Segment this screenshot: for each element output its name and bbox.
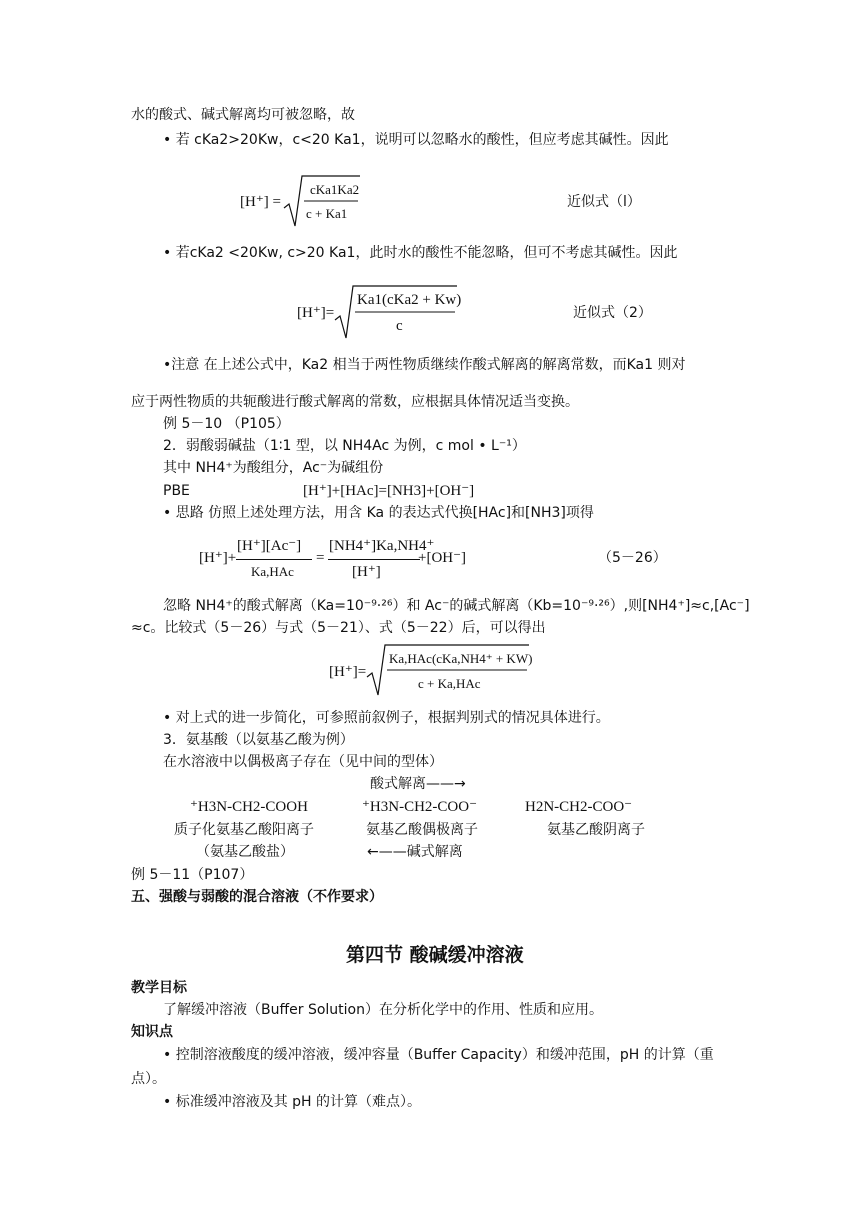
text-line: 在水溶液中以偶极离子存在（见中间的型体） [163,754,443,770]
text-line: 其中 NH4⁺为酸组分，Ac⁻为碱组份 [163,460,384,476]
species-zwitterion: ⁺H3N-CH2-COO⁻ [362,799,477,815]
species-name: 质子化氨基乙酸阳离子 [174,822,314,838]
equation-denominator: c + Ka,HAc [418,676,481,691]
text-line: • 标准缓冲溶液及其 pH 的计算（难点）。 [163,1094,422,1110]
text-line: 例 5－10 （P105） [163,416,290,432]
text-line: 3．氨基酸（以氨基乙酸为例） [163,732,354,748]
text-line: • 思路 仿照上述处理方法，用含 Ka 的表达式代换[HAc]和[NH3]项得 [163,505,594,521]
equation-denominator: c [396,318,403,334]
text-line: 应于两性物质的共轭酸进行酸式解离的常数，应根据具体情况适当变换。 [131,394,579,410]
text-line: ≈c。比较式（5－26）与式（5－21）、式（5－22）后，可以得出 [131,620,546,636]
text-line: 例 5－11（P107） [131,867,254,883]
fraction-bar [328,559,420,560]
text-line: PBE [163,483,190,499]
equation-denominator: Ka,HAc [251,564,294,579]
equation-lhs: [H⁺]= [297,305,335,321]
equation-numerator: cKa1Ka2 [310,182,360,197]
equation-sign: = [316,550,325,566]
equation-denominator: [H⁺] [352,564,381,580]
text-line: • 若cKa2 <20Kw, c>20 Ka1，此时水的酸性不能忽略，但可不考虑其碱性。因此 [163,245,678,261]
equation-numerator: [H⁺][Ac⁻] [237,538,302,554]
equation-tail: +[OH⁻] [418,550,467,566]
equation-label: 近似式（2） [573,305,652,321]
fraction-bar [236,559,312,560]
equation-label: （5－26） [598,550,667,566]
heading: 教学目标 [131,980,187,996]
species-name: 氨基乙酸阴离子 [547,822,645,838]
text-line: • 对上式的进一步简化，可参照前叙例子，根据判别式的情况具体进行。 [163,710,610,726]
species-name: 氨基乙酸偶极离子 [366,822,478,838]
equation-lhs: [H⁺]= [329,664,367,680]
text-line: [H⁺]+[HAc]=[NH3]+[OH⁻] [303,483,475,499]
equation-lhs: [H⁺] = [240,194,281,210]
species-name: （氨基乙酸盐） [196,844,294,860]
subsection-heading: 五、强酸与弱酸的混合溶液（不作要求） [131,889,383,905]
heading: 知识点 [131,1024,173,1040]
equation-numerator: [NH4⁺]Ka,NH4⁺ [329,538,435,554]
equation-lhs: [H⁺]+ [199,550,237,566]
equation-label: 近似式（l） [567,194,641,210]
equation-numerator: Ka1(cKa2 + Kw) [357,292,462,308]
text-line: 点）。 [131,1071,166,1087]
arrow-acid-dissociation: 酸式解离——→ [370,776,466,792]
text-line: 水的酸式、碱式解离均可被忽略，故 [131,107,355,123]
equation-numerator: Ka,HAc(cKa,NH4⁺ + KW) [389,651,533,666]
text-line: 2．弱酸弱碱盐（1∶1 型，以 NH4Ac 为例，c mol • L⁻¹） [163,438,526,454]
species-anion: H2N-CH2-COO⁻ [525,799,633,815]
text-line: • 控制溶液酸度的缓冲溶液，缓冲容量（Buffer Capacity）和缓冲范围，pH 的计算（重 [163,1047,714,1063]
section-title: 第四节 酸碱缓冲溶液 [346,944,524,966]
arrow-base-dissociation: ←——碱式解离 [367,844,463,860]
text-line: 了解缓冲溶液（Buffer Solution）在分析化学中的作用、性质和应用。 [163,1002,603,1018]
text-line: •注意 在上述公式中，Ka2 相当于两性物质继续作酸式解离的解离常数，而Ka1 则对 [163,357,686,373]
species-cation: ⁺H3N-CH2-COOH [190,799,308,815]
text-line: 忽略 NH4⁺的酸式解离（Ka=10⁻⁹·²⁶）和 Ac⁻的碱式解离（Kb=10⁻⁹·²⁶）,则[NH4⁺]≈c,[Ac⁻] [163,598,750,614]
text-line: • 若 cKa2>20Kw，c<20 Ka1，说明可以忽略水的酸性，但应考虑其碱性。因此 [163,132,669,148]
equation-denominator: c + Ka1 [306,206,348,221]
